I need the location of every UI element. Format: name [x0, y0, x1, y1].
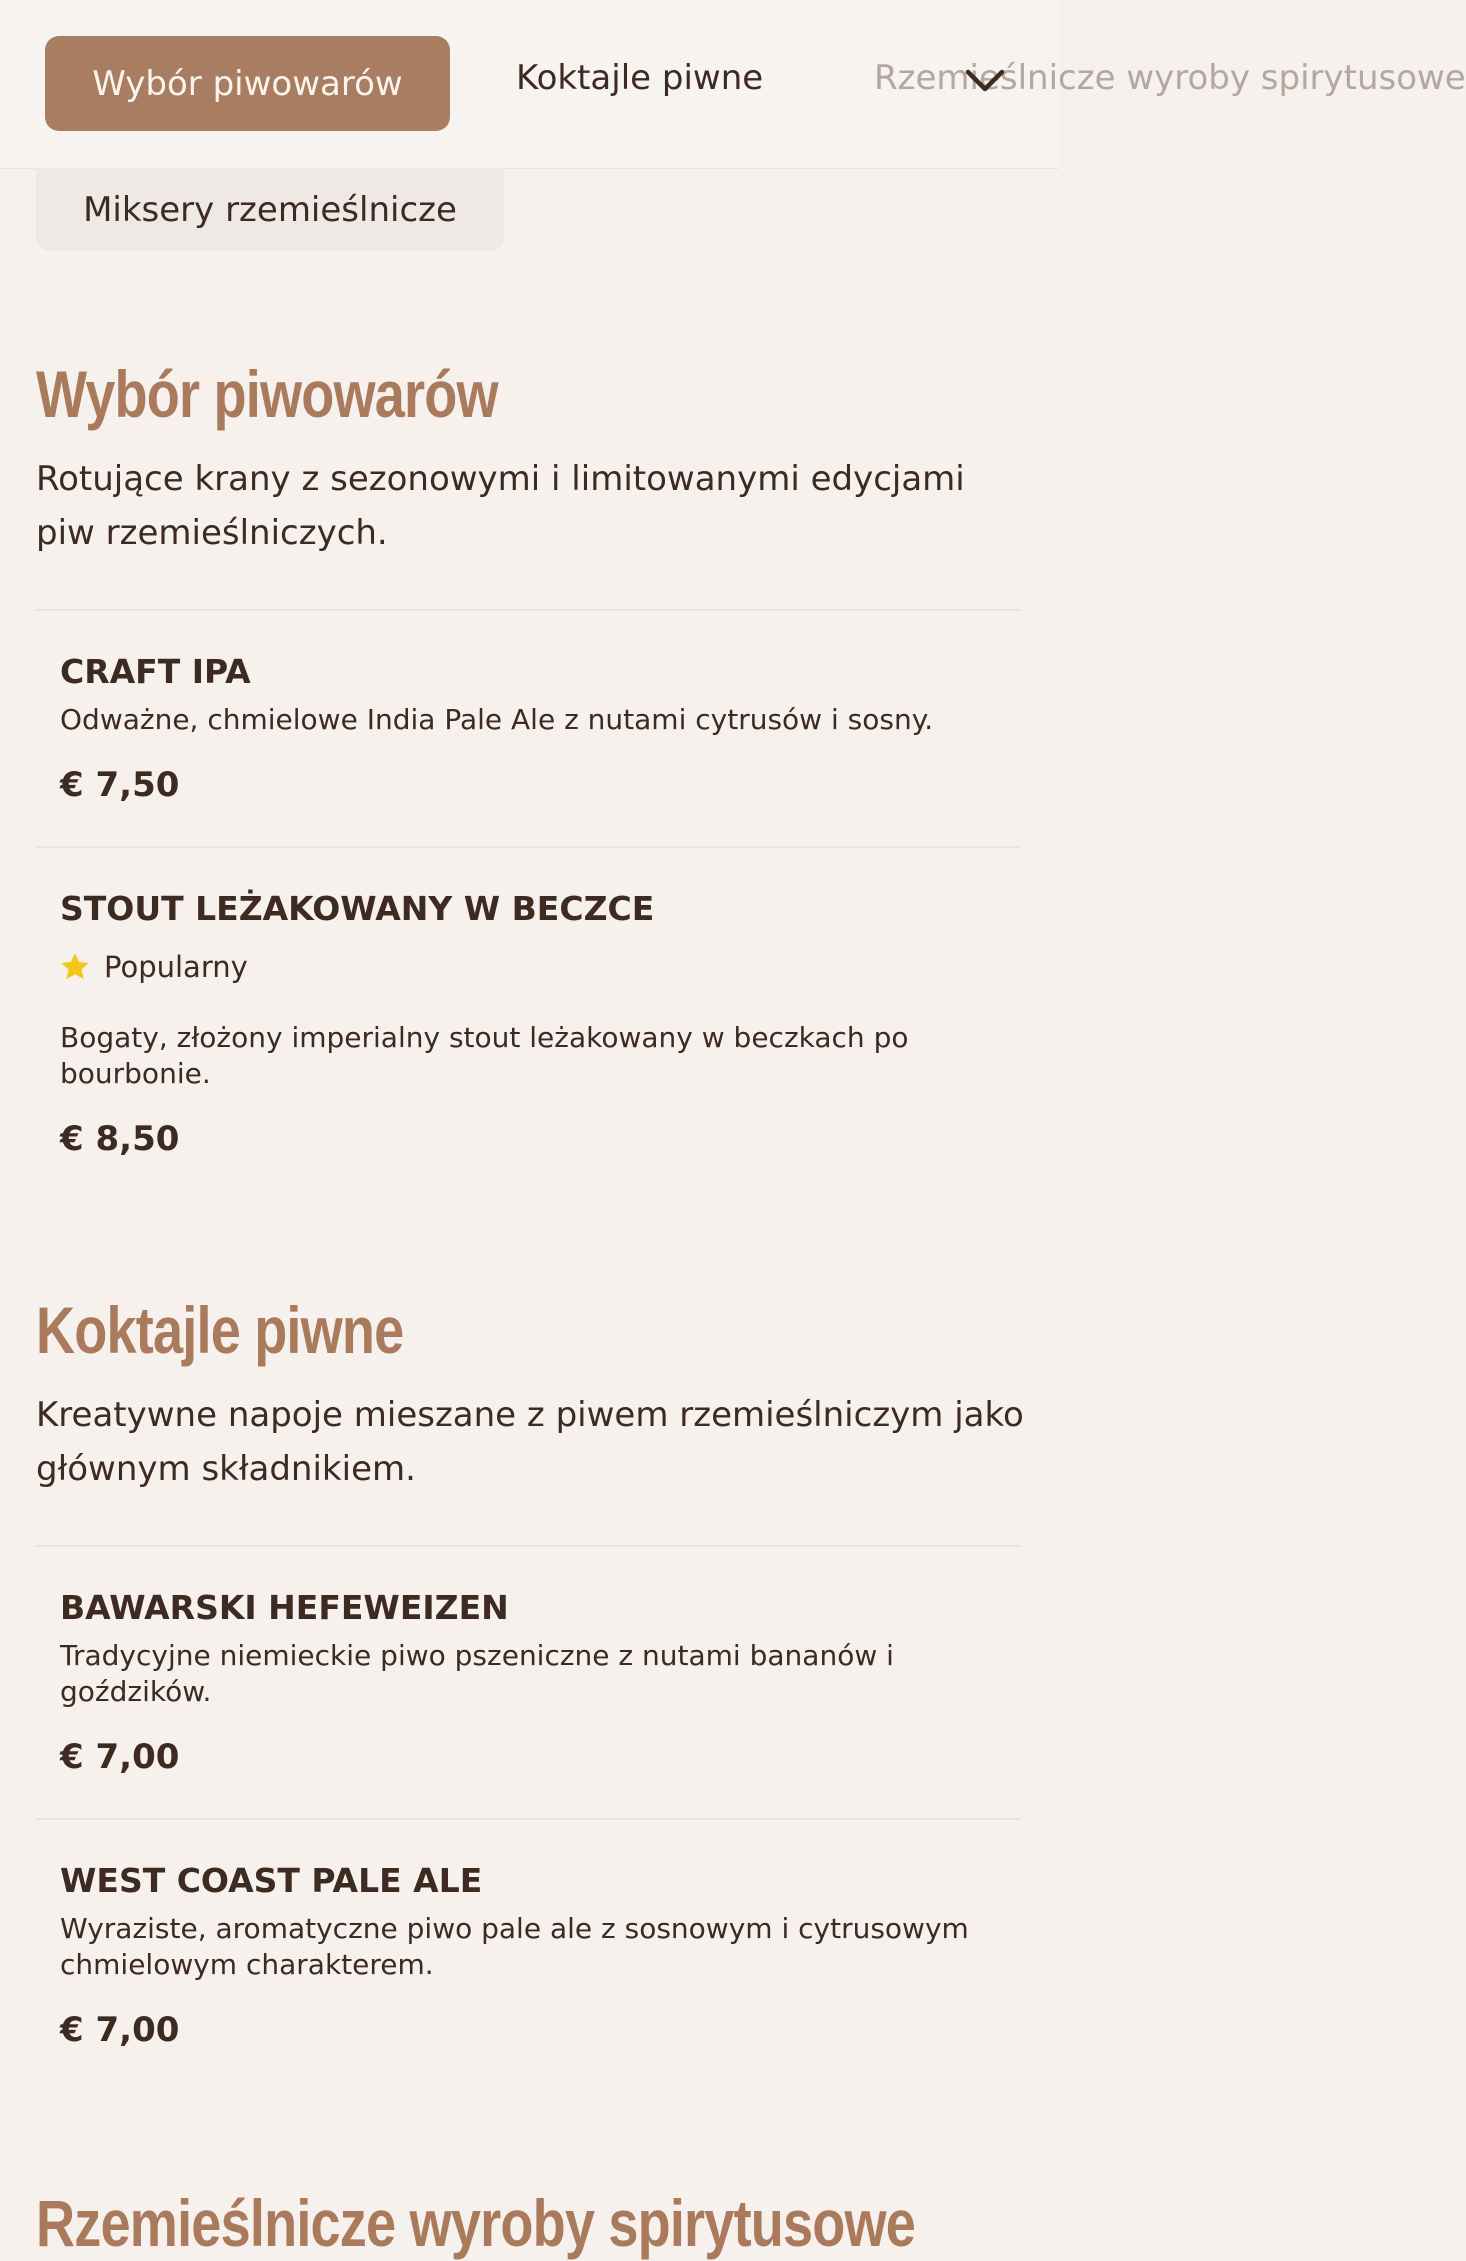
- tab-wybor-piwowarow[interactable]: Wybór piwowarów: [45, 36, 450, 131]
- tab-koktajle-piwne[interactable]: Koktajle piwne: [516, 58, 764, 98]
- item-name: CRAFT IPA: [60, 652, 251, 691]
- chevron-down-icon[interactable]: [960, 56, 1010, 106]
- item-name: STOUT LEŻAKOWANY W BECZCE: [60, 889, 655, 928]
- divider: [36, 1818, 1021, 1820]
- item-description: Odważne, chmielowe India Pale Ale z nutami cytrusów i sosny.: [60, 703, 934, 736]
- item-price: € 7,00: [60, 1737, 180, 1777]
- popular-badge: [58, 950, 248, 984]
- divider: [36, 1545, 1021, 1547]
- section-title: Wybór piwowarów: [36, 357, 498, 431]
- item-description: Tradycyjne niemieckie piwo pszeniczne z nutami bananów i goździków.: [60, 1639, 894, 1708]
- category-nav: [0, 0, 1466, 169]
- item-price: € 8,50: [60, 1119, 180, 1159]
- section-description: Kreatywne napoje mieszane z piwem rzemieślniczym jako głównym składnikiem.: [36, 1395, 1024, 1489]
- divider: [36, 846, 1021, 848]
- tab-rzemieslnicze-wyroby[interactable]: Rzemieślnicze wyroby spirytusowe: [874, 58, 1466, 98]
- item-price: € 7,50: [60, 765, 180, 805]
- section-title: Rzemieślnicze wyroby spirytusowe: [36, 2186, 916, 2260]
- item-name: BAWARSKI HEFEWEIZEN: [60, 1588, 509, 1627]
- star-icon: [58, 950, 92, 984]
- item-price: € 7,00: [60, 2010, 180, 2050]
- badge-label: Popularny: [104, 950, 248, 984]
- section-title: Koktajle piwne: [36, 1293, 404, 1367]
- item-description: Wyraziste, aromatyczne piwo pale ale z sosnowym i cytrusowym chmielowym charakterem.: [60, 1912, 969, 1981]
- item-name: WEST COAST PALE ALE: [60, 1861, 483, 1900]
- item-description: Bogaty, złożony imperialny stout leżakowany w beczkach po bourbonie.: [60, 1021, 909, 1090]
- divider: [36, 609, 1021, 611]
- section-description: Rotujące krany z sezonowymi i limitowanymi edycjami piw rzemieślniczych.: [36, 459, 965, 553]
- tab-miksery-rzemieslnicze[interactable]: Miksery rzemieślnicze: [36, 168, 504, 251]
